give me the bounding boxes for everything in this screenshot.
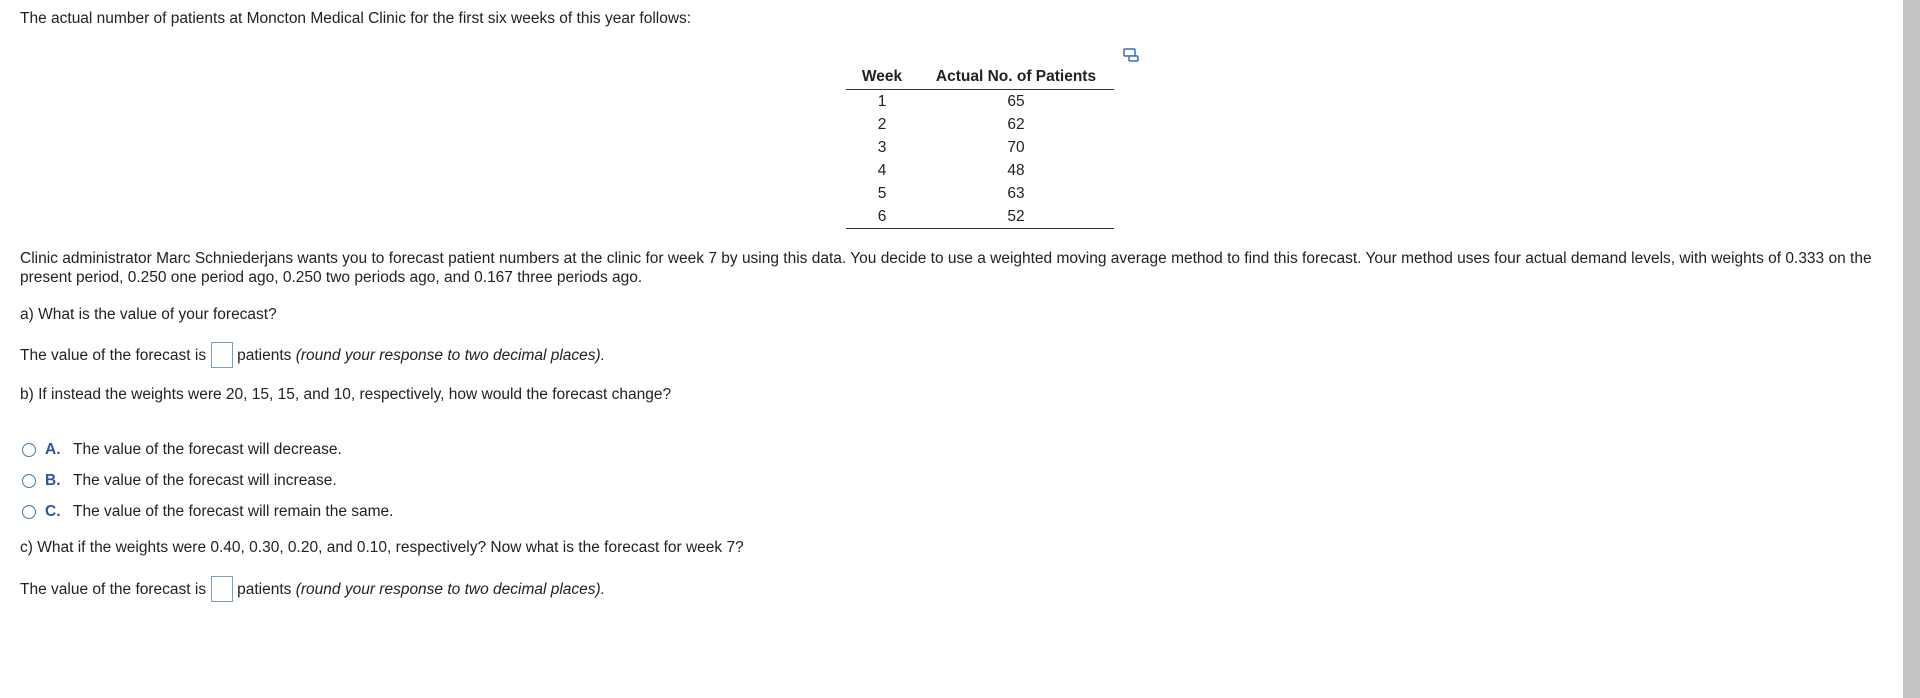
copy-table-icon[interactable]	[1123, 48, 1139, 62]
answer-a-input[interactable]	[211, 342, 233, 368]
week-cell: 1	[877, 93, 887, 110]
answer-a-line	[20, 343, 605, 369]
radio-button[interactable]	[22, 474, 36, 488]
option-letter: C.	[45, 502, 61, 520]
answer-c-suffix: patients	[237, 581, 292, 599]
table-row	[846, 205, 1114, 229]
answer-c-line	[20, 577, 605, 603]
question-a: a) What is the value of your forecast?	[20, 306, 277, 323]
answer-a-prefix: The value of the forecast is	[20, 347, 207, 365]
week-cell: 5	[877, 185, 887, 202]
question-b: b) If instead the weights were 20, 15, 15, and 10, respectively, how would the forecast change?	[20, 386, 672, 403]
option-c[interactable]	[22, 496, 393, 527]
week-cell: 3	[877, 139, 887, 156]
table-header-row	[846, 66, 1114, 90]
question-c: c) What if the weights were 0.40, 0.30, 0.20, and 0.10, respectively? Now what is the forecast for week 7?	[20, 539, 744, 556]
patients-cell: 62	[1007, 116, 1025, 133]
header-week: Week	[846, 66, 918, 90]
patients-cell: 52	[918, 205, 1114, 229]
patients-cell: 65	[1007, 93, 1025, 110]
answer-options	[22, 434, 393, 527]
answer-a-suffix: patients	[237, 347, 292, 365]
table-row	[846, 182, 1114, 205]
week-cell: 4	[877, 162, 887, 179]
answer-c-hint: (round your response to two decimal places).	[295, 581, 606, 599]
table-row	[846, 90, 1114, 114]
option-text: The value of the forecast will decrease.	[73, 440, 342, 458]
answer-c-prefix: The value of the forecast is	[20, 581, 207, 599]
option-letter: A.	[45, 440, 61, 458]
week-cell: 6	[846, 205, 918, 229]
intro-text: The actual number of patients at Moncton Medical Clinic for the first six weeks of this year follows:	[20, 10, 692, 27]
answer-c-input[interactable]	[211, 576, 233, 602]
table-row	[846, 113, 1114, 136]
radio-button[interactable]	[22, 443, 36, 457]
option-letter: B.	[45, 471, 61, 489]
week-cell: 2	[877, 116, 887, 133]
patients-table	[846, 66, 1114, 229]
vertical-scrollbar[interactable]	[1903, 0, 1920, 698]
patients-cell: 48	[1007, 162, 1025, 179]
patients-cell: 70	[1007, 139, 1025, 156]
header-patients: Actual No. of Patients	[918, 66, 1114, 90]
option-b[interactable]	[22, 465, 393, 496]
radio-button[interactable]	[22, 505, 36, 519]
patients-cell: 63	[1007, 185, 1025, 202]
option-text: The value of the forecast will increase.	[73, 471, 337, 489]
problem-paragraph: Clinic administrator Marc Schniederjans wants you to forecast patient numbers at the clinic for week 7 by using this data. You decide to use a weighted moving average method to find this forecast. Your method uses four actual demand levels, with weights of 0.333 on the present period, 0.250 one period ago, 0.250 two periods ago, and 0.167 three periods ago.	[20, 250, 1872, 286]
answer-a-hint: (round your response to two decimal places).	[295, 347, 606, 365]
option-text: The value of the forecast will remain the same.	[73, 502, 394, 520]
option-a[interactable]	[22, 434, 393, 465]
table-row	[846, 136, 1114, 159]
table-row	[846, 159, 1114, 182]
